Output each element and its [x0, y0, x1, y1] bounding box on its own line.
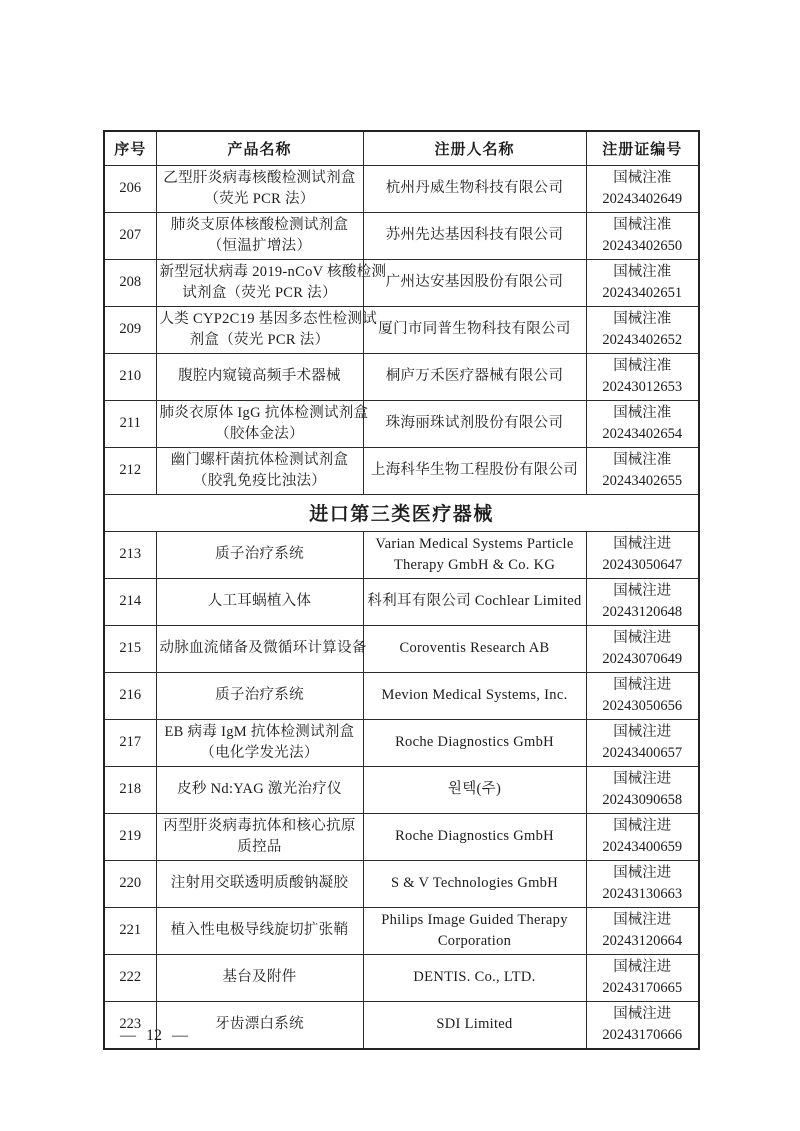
cell-cert-number [586, 400, 699, 447]
cell-registrant-name [363, 578, 586, 625]
cell-cert-number [586, 672, 699, 719]
cell-product-name [156, 353, 363, 400]
cell-serial-number-line: 214 [119, 593, 142, 609]
cell-registrant-name [363, 672, 586, 719]
cell-registrant-name-line: Mevion Medical Systems, Inc. [381, 687, 568, 703]
cell-product-name [156, 400, 369, 447]
cell-cert-number-line: 国械注进 [613, 958, 672, 975]
cell-product-name-line: 质子治疗系统 [215, 687, 304, 703]
cell-cert-number-line: 国械注进 [613, 723, 672, 740]
cell-cert-number [586, 578, 699, 625]
cell-registrant-name-line: 苏州先达基因科技有限公司 [385, 227, 564, 243]
cell-registrant-name-line: Corporation [437, 932, 512, 949]
col-header-serial: 序号 [104, 131, 156, 165]
cell-serial-number [104, 447, 156, 494]
cell-cert-number-line: 国械注进 [613, 864, 672, 881]
cell-product-name-line: （胶体金法） [215, 425, 304, 442]
table-row [104, 578, 699, 625]
cell-product-name-line: 注射用交联透明质酸钠凝胶 [170, 875, 349, 891]
table-body [104, 165, 699, 1049]
cell-cert-number [586, 447, 699, 494]
cell-serial-number-line: 211 [119, 415, 141, 431]
cell-cert-number-line: 国械注准 [613, 169, 672, 186]
cell-serial-number [104, 531, 156, 578]
cell-serial-number-line: 223 [119, 1016, 142, 1032]
cell-serial-number-line: 218 [119, 781, 142, 797]
cell-registrant-name-line: 桐庐万禾医疗器械有限公司 [385, 368, 564, 384]
cell-registrant-name [363, 766, 586, 813]
cell-product-name-line: 基台及附件 [222, 969, 297, 985]
cell-product-name-line: 质子治疗系统 [215, 546, 304, 562]
cell-cert-number [586, 259, 699, 306]
cell-product-name-line: 肺炎支原体核酸检测试剂盒 [170, 216, 349, 233]
cell-serial-number-line: 210 [119, 368, 142, 384]
cell-serial-number-line: 213 [119, 546, 142, 562]
cell-product-name [156, 672, 363, 719]
cell-registrant-name [363, 625, 586, 672]
cell-cert-number [586, 719, 699, 766]
cell-cert-number-line: 20243090658 [602, 791, 683, 808]
cell-product-name-line: 乙型肝炎病毒核酸检测试剂盒 [163, 169, 356, 186]
cell-product-name-line: 幽门螺杆菌抗体检测试剂盒 [170, 451, 349, 468]
cell-serial-number-line: 220 [119, 875, 142, 891]
cell-cert-number-line: 国械注进 [613, 770, 672, 787]
cell-registrant-name-line: Roche Diagnostics GmbH [395, 734, 554, 750]
cell-cert-number [586, 306, 699, 353]
cell-serial-number-line: 207 [119, 227, 142, 243]
cell-product-name-line: 腹腔内窥镜高频手术器械 [178, 368, 341, 384]
cell-product-name-line: 新型冠状病毒 2019-nCoV 核酸检测 [159, 263, 387, 280]
cell-registrant-name [363, 907, 586, 954]
cell-cert-number-line: 国械注进 [613, 1005, 672, 1022]
cell-cert-number-line: 20243402650 [602, 237, 683, 254]
cell-product-name-line: 植入性电极导线旋切扩张鞘 [170, 922, 349, 938]
cell-serial-number [104, 400, 156, 447]
cell-product-name-line: （电化学发光法） [200, 744, 319, 761]
cell-registrant-name [363, 860, 586, 907]
cell-registrant-name-line: Therapy GmbH & Co. KG [393, 556, 556, 573]
table-row [104, 719, 699, 766]
page-footer [120, 1027, 188, 1045]
cell-cert-number [586, 860, 699, 907]
cell-registrant-name [363, 353, 586, 400]
footer-dash-right: — [172, 1027, 188, 1044]
cell-product-name-line: 动脉血流储备及微循环计算设备 [159, 640, 367, 656]
cell-cert-number [586, 625, 699, 672]
cell-cert-number-line: 20243120664 [602, 932, 683, 949]
cell-cert-number-line: 国械注进 [613, 535, 672, 552]
registration-table [103, 130, 700, 1050]
cell-registrant-name-line: SDI Limited [436, 1016, 513, 1032]
cell-cert-number-line: 20243050656 [602, 697, 683, 714]
cell-registrant-name [363, 813, 586, 860]
cell-serial-number [104, 353, 156, 400]
cell-product-name [156, 625, 367, 672]
cell-cert-number [586, 813, 699, 860]
cell-serial-number [104, 578, 156, 625]
table-row [104, 259, 699, 306]
cell-cert-number-line: 20243402655 [602, 472, 683, 489]
cell-serial-number-line: 216 [119, 687, 142, 703]
cell-cert-number-line: 国械注准 [613, 216, 672, 233]
cell-cert-number-line: 国械注进 [613, 817, 672, 834]
cell-cert-number-line: 20243120648 [602, 603, 683, 620]
cell-serial-number-line: 222 [119, 969, 142, 985]
cell-serial-number-line: 219 [119, 828, 142, 844]
cell-product-name [156, 212, 363, 259]
cell-cert-number-line: 国械注准 [613, 263, 672, 280]
cell-cert-number-line: 20243400659 [602, 838, 683, 855]
cell-product-name [156, 860, 363, 907]
cell-serial-number-line: 212 [119, 462, 142, 478]
cell-product-name-line: （恒温扩增法） [207, 237, 312, 254]
cell-registrant-name-line: Roche Diagnostics GmbH [395, 828, 554, 844]
cell-registrant-name [363, 259, 586, 306]
cell-registrant-name [363, 306, 586, 353]
table-row [104, 400, 699, 447]
cell-registrant-name [363, 1001, 586, 1049]
cell-registrant-name-line: Philips Image Guided Therapy [381, 911, 568, 928]
cell-product-name [156, 165, 363, 212]
cell-product-name [156, 766, 363, 813]
col-header-product: 产品名称 [156, 131, 363, 165]
cell-registrant-name-line: 厦门市同普生物科技有限公司 [378, 321, 571, 337]
cell-cert-number [586, 212, 699, 259]
cell-product-name [156, 578, 363, 625]
cell-cert-number-line: 20243400657 [602, 744, 683, 761]
table-row [104, 860, 699, 907]
section-header: 进口第三类医疗器械 [104, 494, 699, 531]
cell-serial-number [104, 813, 156, 860]
cell-serial-number [104, 672, 156, 719]
cell-registrant-name-line: 广州达安基因股份有限公司 [385, 274, 564, 290]
cell-registrant-name-line: DENTIS. Co., LTD. [413, 969, 536, 985]
cell-serial-number-line: 215 [119, 640, 142, 656]
cell-cert-number-line: 20243012653 [602, 378, 683, 395]
cell-product-name-line: 试剂盒（荧光 PCR 法） [182, 284, 337, 301]
cell-registrant-name [363, 954, 586, 1001]
cell-serial-number [104, 766, 156, 813]
table-row [104, 447, 699, 494]
cell-serial-number [104, 259, 156, 306]
cell-product-name [156, 531, 363, 578]
cell-serial-number-line: 206 [119, 180, 142, 196]
col-header-cert: 注册证编号 [586, 131, 699, 165]
cell-registrant-name [363, 719, 586, 766]
cell-serial-number [104, 212, 156, 259]
cell-cert-number-line: 20243402652 [602, 331, 683, 348]
cell-serial-number [104, 719, 156, 766]
table-head [104, 131, 699, 165]
cell-registrant-name-line: 上海科华生物工程股份有限公司 [370, 462, 579, 478]
cell-registrant-name [363, 531, 586, 578]
cell-product-name-line: （荧光 PCR 法） [204, 190, 315, 207]
cell-product-name-line: 皮秒 Nd:YAG 激光治疗仪 [177, 781, 342, 797]
cell-registrant-name [363, 447, 586, 494]
cell-product-name [156, 306, 378, 353]
cell-cert-number [586, 531, 699, 578]
cell-product-name-line: 剂盒（荧光 PCR 法） [189, 331, 330, 348]
cell-product-name-line: 人工耳蜗植入体 [207, 593, 312, 609]
table-row [104, 813, 699, 860]
cell-registrant-name-line: 원텍(주) [447, 781, 502, 797]
cell-serial-number-line: 217 [119, 734, 142, 750]
cell-cert-number-line: 国械注准 [613, 357, 672, 374]
cell-cert-number-line: 国械注进 [613, 629, 672, 646]
table-row [104, 907, 699, 954]
cell-product-name [156, 447, 363, 494]
cell-serial-number-line: 208 [119, 274, 142, 290]
cell-cert-number-line: 20243130663 [602, 885, 683, 902]
table-row [104, 212, 699, 259]
table-row [104, 625, 699, 672]
cell-product-name [156, 907, 363, 954]
cell-serial-number [104, 860, 156, 907]
cell-cert-number-line: 20243402654 [602, 425, 683, 442]
cell-product-name-line: 丙型肝炎病毒抗体和核心抗原 [163, 817, 356, 834]
cell-cert-number-line: 国械注进 [613, 911, 672, 928]
table-row [104, 306, 699, 353]
cell-product-name-line: 牙齿漂白系统 [215, 1016, 304, 1032]
cell-cert-number-line: 20243402651 [602, 284, 683, 301]
table-row [104, 165, 699, 212]
cell-registrant-name-line: 珠海丽珠试剂股份有限公司 [385, 415, 564, 431]
table-row [104, 766, 699, 813]
cell-product-name-line: 质控品 [237, 838, 282, 855]
cell-cert-number-line: 国械注准 [613, 451, 672, 468]
cell-registrant-name-line: Coroventis Research AB [399, 640, 550, 656]
cell-registrant-name-line: Varian Medical Systems Particle [375, 535, 574, 552]
table-row [104, 954, 699, 1001]
cell-registrant-name-line: S & V Technologies GmbH [390, 875, 558, 891]
cell-serial-number [104, 306, 156, 353]
cell-serial-number [104, 954, 156, 1001]
cell-cert-number-line: 20243170665 [602, 979, 683, 996]
cell-cert-number [586, 954, 699, 1001]
col-header-registrant: 注册人名称 [363, 131, 586, 165]
footer-dash-left: — [120, 1027, 136, 1044]
cell-cert-number-line: 20243170666 [602, 1026, 683, 1043]
table-header-row [104, 131, 699, 165]
table-row [104, 531, 699, 578]
cell-serial-number [104, 625, 156, 672]
cell-cert-number [586, 165, 699, 212]
cell-cert-number-line: 国械注准 [613, 404, 672, 421]
cell-cert-number-line: 国械注准 [613, 310, 672, 327]
cell-product-name [156, 259, 387, 306]
cell-cert-number-line: 20243050647 [602, 556, 683, 573]
cell-cert-number-line: 国械注进 [613, 582, 672, 599]
cell-cert-number-line: 20243402649 [602, 190, 683, 207]
cell-product-name [156, 954, 363, 1001]
cell-product-name-line: （胶乳免疫比浊法） [192, 472, 327, 489]
cell-product-name [156, 719, 363, 766]
cell-registrant-name [363, 212, 586, 259]
cell-serial-number-line: 209 [119, 321, 142, 337]
table-row [104, 1001, 699, 1049]
cell-cert-number [586, 353, 699, 400]
cell-cert-number [586, 766, 699, 813]
table-row [104, 672, 699, 719]
cell-serial-number-line: 221 [119, 922, 142, 938]
cell-product-name-line: 肺炎衣原体 IgG 抗体检测试剂盒 [159, 404, 369, 421]
cell-cert-number [586, 907, 699, 954]
cell-registrant-name-line: 杭州丹威生物科技有限公司 [385, 180, 564, 196]
cell-cert-number [586, 1001, 699, 1049]
table-row [104, 353, 699, 400]
cell-product-name [156, 813, 363, 860]
page-number: 12 [146, 1027, 162, 1044]
cell-registrant-name [363, 165, 586, 212]
cell-registrant-name [363, 400, 586, 447]
cell-cert-number-line: 国械注进 [613, 676, 672, 693]
cell-cert-number-line: 20243070649 [602, 650, 683, 667]
cell-serial-number [104, 165, 156, 212]
section-header-row [104, 494, 699, 531]
cell-product-name-line: 人类 CYP2C19 基因多态性检测试 [159, 310, 378, 327]
cell-product-name-line: EB 病毒 IgM 抗体检测试剂盒 [164, 723, 355, 740]
cell-serial-number [104, 907, 156, 954]
cell-registrant-name-line: 科利耳有限公司 Cochlear Limited [367, 593, 582, 609]
